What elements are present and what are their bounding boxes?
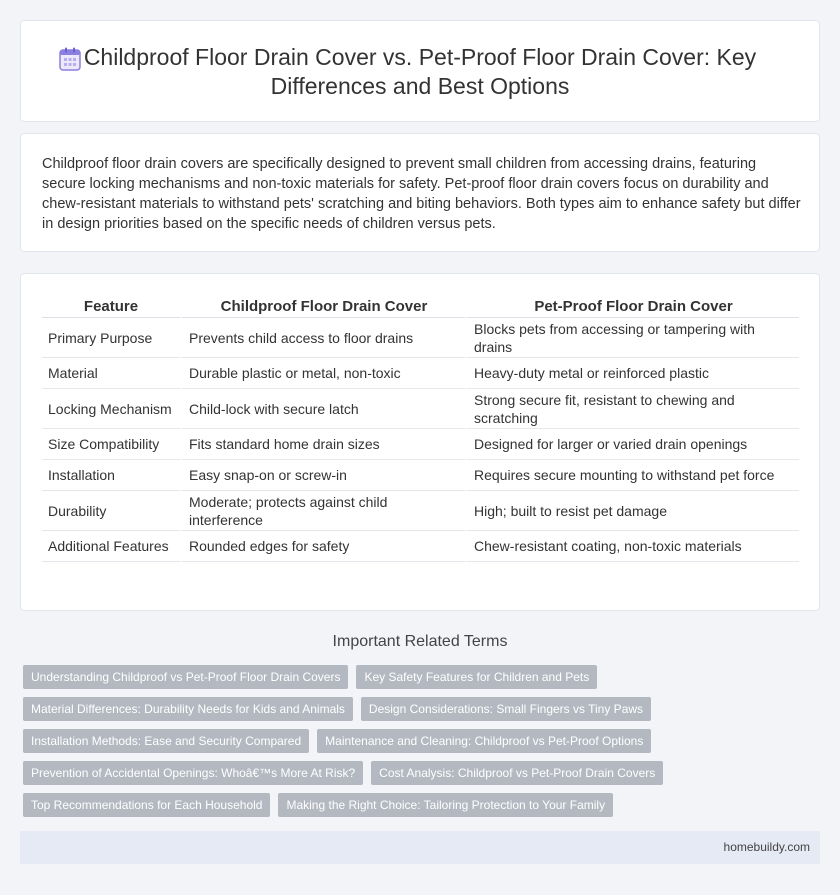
cell-childproof: Rounded edges for safety: [180, 531, 465, 562]
related-term-link[interactable]: Prevention of Accidental Openings: Whoâ€™s More At Risk?: [23, 761, 363, 785]
cell-petproof: Blocks pets from accessing or tampering with drains: [465, 318, 799, 358]
related-term-link[interactable]: Installation Methods: Ease and Security Compared: [23, 729, 309, 753]
table-row: [42, 531, 799, 562]
tag-row: [23, 665, 823, 689]
related-terms-title: Important Related Terms: [332, 633, 508, 650]
related-term-link[interactable]: Understanding Childproof vs Pet-Proof Floor Drain Covers: [23, 665, 348, 689]
table-row: [42, 358, 799, 389]
title-card: [20, 20, 820, 122]
cell-childproof: Easy snap-on or screw-in: [180, 460, 465, 491]
related-term-link[interactable]: Maintenance and Cleaning: Childproof vs Pet-Proof Options: [317, 729, 651, 753]
cell-petproof: High; built to resist pet damage: [465, 491, 799, 531]
footer: [20, 831, 820, 864]
related-terms-list: [23, 665, 823, 825]
related-term-link[interactable]: Design Considerations: Small Fingers vs Tiny Paws: [361, 697, 651, 721]
cell-petproof: Chew-resistant coating, non-toxic materials: [465, 531, 799, 562]
related-term-link[interactable]: Top Recommendations for Each Household: [23, 793, 270, 817]
tag-row: [23, 729, 823, 753]
cell-feature: Additional Features: [42, 531, 180, 562]
cell-petproof: Strong secure fit, resistant to chewing and scratching: [465, 389, 799, 429]
cell-feature: Size Compatibility: [42, 429, 180, 460]
title-wrap: [21, 43, 819, 101]
cell-childproof: Moderate; protects against child interference: [180, 491, 465, 531]
intro-card: [20, 133, 820, 252]
comparison-table: [42, 296, 799, 562]
table-row: [42, 491, 799, 531]
cell-feature: Locking Mechanism: [42, 389, 180, 429]
cell-petproof: Designed for larger or varied drain openings: [465, 429, 799, 460]
related-term-link[interactable]: Material Differences: Durability Needs for Kids and Animals: [23, 697, 353, 721]
comparison-card: [20, 273, 820, 611]
related-term-link[interactable]: Cost Analysis: Childproof vs Pet-Proof Drain Covers: [371, 761, 663, 785]
tag-row: [23, 697, 823, 721]
cell-petproof: Heavy-duty metal or reinforced plastic: [465, 358, 799, 389]
footer-site[interactable]: homebuildy.com: [723, 840, 810, 854]
cell-feature: Installation: [42, 460, 180, 491]
header-childproof: Childproof Floor Drain Cover: [180, 296, 465, 318]
cell-petproof: Requires secure mounting to withstand pet force: [465, 460, 799, 491]
table-row: [42, 318, 799, 358]
tag-row: [23, 793, 823, 817]
table-row: [42, 389, 799, 429]
cell-feature: Durability: [42, 491, 180, 531]
cell-childproof: Durable plastic or metal, non-toxic: [180, 358, 465, 389]
related-term-link[interactable]: Making the Right Choice: Tailoring Protection to Your Family: [278, 793, 613, 817]
table-header-row: [42, 296, 799, 318]
intro-paragraph: Childproof floor drain covers are specifically designed to prevent small children from accessing drains, featuring secure locking mechanisms and non-toxic materials for safety. Pet-proof floor drain covers focus on durability and chew-resistant materials to withstand pets' scratching and biting behaviors. Both types aim to enhance safety but differ in design priorities based on the specific needs of children versus pets.: [42, 156, 801, 232]
cell-feature: Material: [42, 358, 180, 389]
page-title: Childproof Floor Drain Cover vs. Pet-Proof Floor Drain Cover: Key Differences and Best Options: [83, 44, 757, 99]
header-feature: Feature: [42, 296, 180, 318]
tag-row: [23, 761, 823, 785]
cell-feature: Primary Purpose: [42, 318, 180, 358]
header-petproof: Pet-Proof Floor Drain Cover: [465, 296, 799, 318]
cell-childproof: Child-lock with secure latch: [180, 389, 465, 429]
table-row: [42, 460, 799, 491]
table-row: [42, 429, 799, 460]
related-term-link[interactable]: Key Safety Features for Children and Pets: [356, 665, 597, 689]
cell-childproof: Prevents child access to floor drains: [180, 318, 465, 358]
cell-childproof: Fits standard home drain sizes: [180, 429, 465, 460]
